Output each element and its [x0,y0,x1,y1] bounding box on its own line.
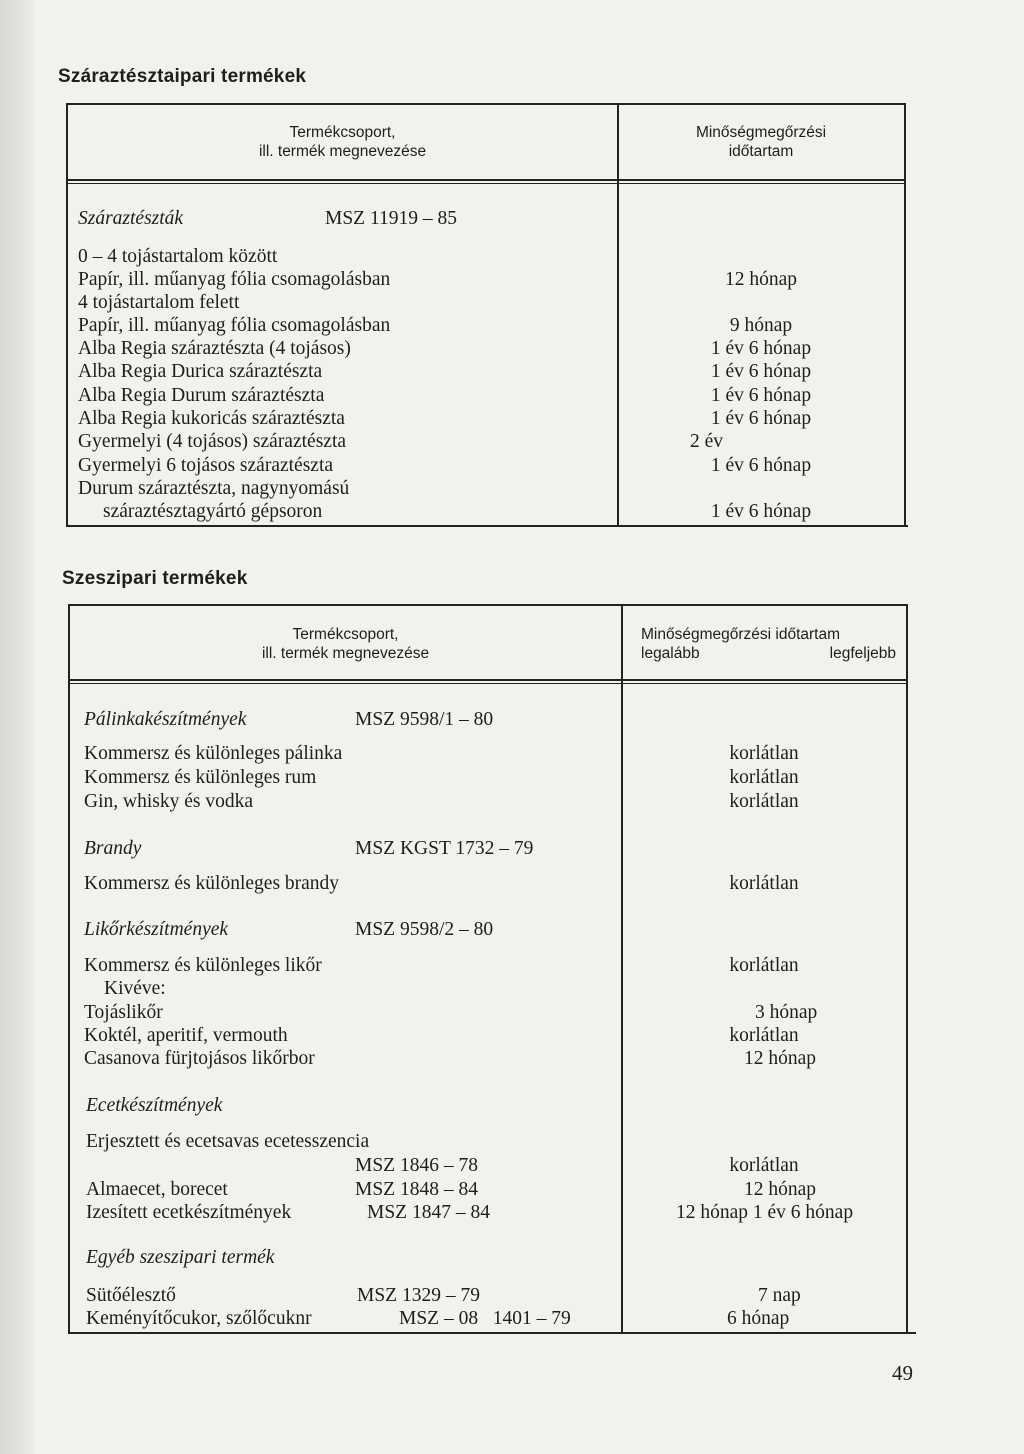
table-row-value: korlátlan [729,767,799,788]
group-name: Likőrkészítmények [84,919,229,940]
column-subheader-max: legfeljebb [829,645,896,662]
table-right-rule [906,605,908,1333]
group-name: Ecetkészítmények [86,1095,223,1116]
table-bottom-rule [66,525,908,527]
table-bottom-rule [68,1332,916,1334]
table-row-label: Durum száraztészta, nagynyomású [78,478,350,499]
table-row-value: 7 nap [758,1285,801,1306]
group-standard: MSZ 9598/2 – 80 [355,919,494,940]
group-standard: MSZ KGST 1732 – 79 [355,838,534,859]
table-row-standard: MSZ – 08 1401 – 79 [399,1308,571,1329]
table-row-label: Gyermelyi 6 tojásos száraztészta [78,455,334,476]
table-row-label: Gin, whisky és vodka [84,791,253,812]
group-name: Száraztészták [78,208,184,229]
table-right-rule [904,104,906,526]
table-row-label: Koktél, aperitif, vermouth [84,1025,288,1046]
table-row-label: Almaecet, borecet [86,1179,228,1200]
column-header-shelf-life: Minőségmegőrzési időtartam [695,124,827,160]
section-heading: Szeszipari termékek [62,568,248,589]
table-row-label: száraztésztagyártó gépsoron [103,501,323,522]
table-row-value: korlátlan [729,873,799,894]
group-standard: MSZ 9598/1 – 80 [355,709,494,730]
page-edge [0,0,34,1454]
table-row-label: Izesített ecetkészítmények [86,1202,292,1223]
table-row-label: Tojáslikőr [84,1002,163,1023]
table-row-label: Alba Regia Durum száraztészta [78,385,325,406]
column-subheader-min: legalább [641,645,700,662]
table-row-value: 1 év 6 hónap [710,501,812,522]
table-row-value: 9 hónap [729,315,793,336]
column-header-product: Termékcsoport, ill. termék megnevezése [261,626,430,662]
table-row-standard: MSZ 1847 – 84 [367,1202,490,1223]
table-row-label: Erjesztett és ecetsavas ecetesszencia [86,1131,370,1152]
section-heading: Száraztésztaipari termékek [58,66,307,87]
table-row-label: Casanova fürjtojásos likőrbor [84,1048,315,1069]
table-row-label: Gyermelyi (4 tojásos) száraztészta [78,431,347,452]
table-left-rule [68,605,70,1333]
table-top-rule [68,604,908,606]
table-row-label: Sütőélesztő [86,1285,176,1306]
table-left-rule [66,104,68,526]
table-row-label: Papír, ill. műanyag fólia csomagolásban [78,315,391,336]
table-row-standard: MSZ 1848 – 84 [355,1179,478,1200]
group-standard: MSZ 11919 – 85 [325,208,457,229]
table-row-value: korlátlan [729,1025,799,1046]
table-header-rule [66,179,906,181]
column-header-product: Termékcsoport, ill. termék megnevezése [258,124,427,160]
table-row-label: Alba Regia kukoricás száraztészta [78,408,345,429]
table-row-label: Alba Regia Durica száraztészta [78,361,323,382]
table-row-value: 6 hónap [727,1308,790,1329]
table-row-value: 3 hónap [755,1002,818,1023]
table-row-value: 12 hónap [724,269,798,290]
table-row-value: 12 hónap [744,1179,817,1200]
table-row-label: 0 – 4 tojástartalom között [78,246,278,267]
table-row-value: 12 hónap 1 év 6 hónap [676,1202,854,1223]
table-row-standard: MSZ 1329 – 79 [357,1285,480,1306]
table-row-label: Keményítőcukor, szőlőcuknr [86,1308,312,1329]
table-row-value: korlátlan [729,955,799,976]
group-name: Pálinkakészítmények [84,709,247,730]
group-name: Brandy [84,838,142,859]
table-row-value: 1 év 6 hónap [710,338,812,359]
table-row-label: Kommersz és különleges likőr [84,955,322,976]
table-row-label: Kommersz és különleges pálinka [84,743,343,764]
table-row-value: 12 hónap [744,1048,817,1069]
table-header-rule [68,679,908,681]
table-row-value: korlátlan [729,791,799,812]
table-row-label: Alba Regia száraztészta (4 tojásos) [78,338,351,359]
column-header-shelf-life: Minőségmegőrzési időtartam legalább legfeljebb [641,626,896,662]
table-row-value: 1 év 6 hónap [710,408,812,429]
page-number: 49 [892,1361,913,1385]
table-row-standard: MSZ 1846 – 78 [355,1155,478,1176]
table-header-rule-thin [68,683,908,684]
table-row-value: 1 év 6 hónap [710,385,812,406]
table-row-label: Kommersz és különleges rum [84,767,317,788]
table-row-label: Kivéve: [104,978,166,999]
table-row-label: Papír, ill. műanyag fólia csomagolásban [78,269,391,290]
table-row-label: Kommersz és különleges brandy [84,873,340,894]
table-row-value: 1 év 6 hónap [710,361,812,382]
table-row-value: 1 év 6 hónap [710,455,812,476]
table-row-value: 2 év [690,431,724,452]
table-row-value: korlátlan [729,743,799,764]
table-top-rule [66,103,906,105]
table-row-label: 4 tojástartalom felett [78,292,240,313]
table-header-rule-thin [66,183,906,184]
table-row-value: korlátlan [729,1155,799,1176]
group-name: Egyéb szeszipari termék [86,1247,275,1268]
